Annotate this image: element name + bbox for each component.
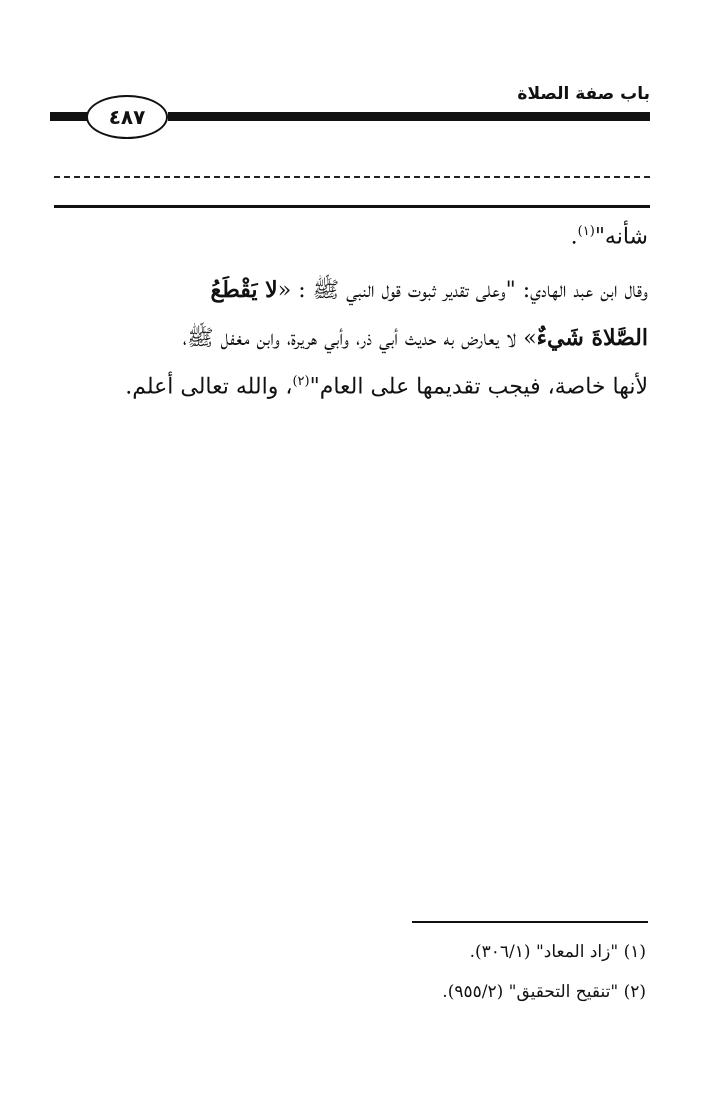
hadith-quote-part-1: لا يَقْطَعُ <box>210 277 278 303</box>
text-line-2-content: وقال ابن عبد الهادي: "وعلى تقدير ثبوت قول النبي ﷺ : « <box>277 278 648 303</box>
text-line-2 <box>52 276 648 308</box>
text-line-1 <box>52 224 648 249</box>
footnote-1-marker: (١) <box>623 942 646 962</box>
text-line-4-end: ، والله تعالى أعلم. <box>125 374 293 400</box>
dashed-separator <box>54 176 650 178</box>
footnote-ref-2: (٢) <box>292 374 310 389</box>
footnote-2 <box>52 982 646 1002</box>
text-line-1-content: شأنه" <box>594 224 648 250</box>
text-line-4-content: لأنها خاصة، فيجب تقديمها على العام" <box>309 374 648 400</box>
page-number-badge <box>86 95 168 139</box>
header-rule-right <box>168 112 650 121</box>
footnote-separator <box>412 921 648 923</box>
chapter-title: باب صفة الصلاة <box>517 84 650 104</box>
text-line-3-content: » لا يعارض به حديث أبي ذر، وأبي هريرة، وابن مغفل ﷺ، <box>182 326 537 351</box>
solid-separator <box>54 205 650 208</box>
text-line-4 <box>52 374 648 399</box>
page-number: ٤٨٧ <box>108 105 146 129</box>
text-line-1-end: . <box>570 224 578 250</box>
footnote-1 <box>52 942 646 962</box>
footnote-ref-1: (١) <box>577 224 595 239</box>
hadith-quote-part-2: الصَّلاةَ شَيءٌ <box>536 325 648 351</box>
footnote-2-text: "تنقيح التحقيق" (٩٥٥/٢). <box>442 982 619 1002</box>
footnote-1-text: "زاد المعاد" (٣٠٦/١). <box>469 942 619 962</box>
text-line-3 <box>52 324 648 356</box>
footnote-2-marker: (٢) <box>623 982 646 1002</box>
